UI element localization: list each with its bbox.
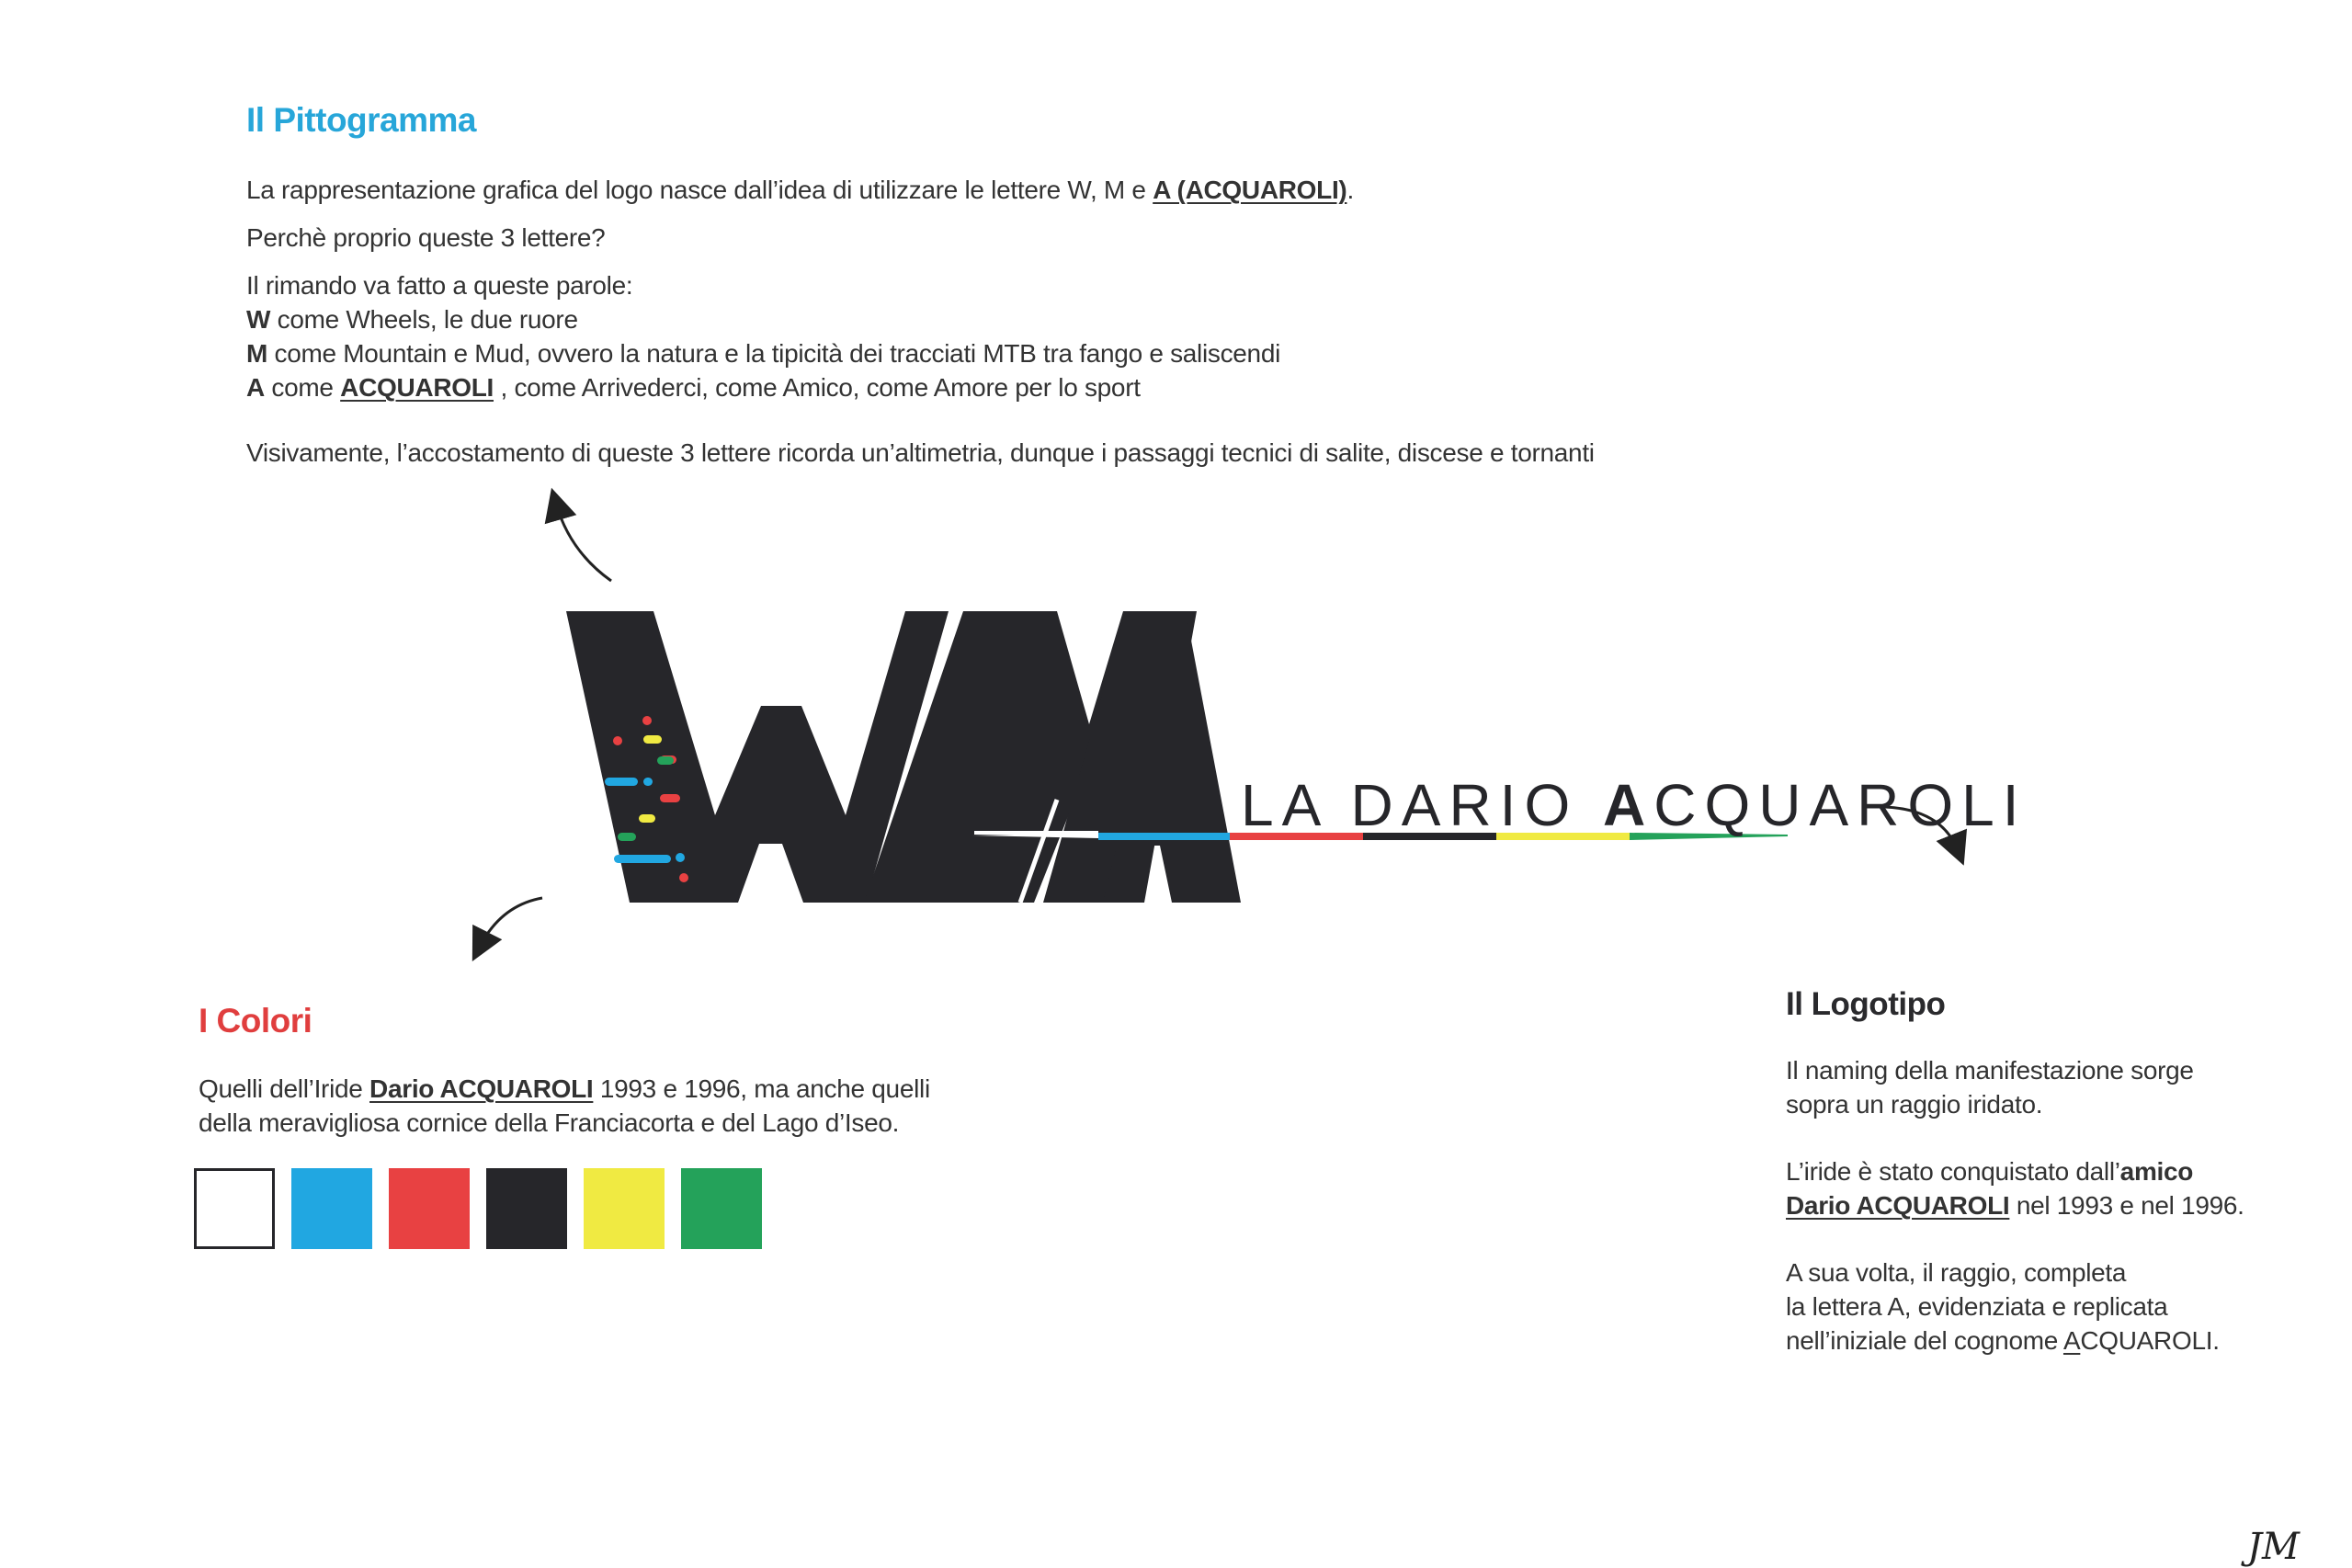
logotipo-p3-line3: nell’iniziale del cognome ACQUAROLI. [1786, 1326, 2220, 1355]
logotipo-p2-line1: L’iride è stato conquistato dall’amico [1786, 1157, 2194, 1186]
color-swatch [194, 1168, 275, 1249]
signature: JM [2247, 1526, 2300, 1568]
color-swatch [486, 1168, 567, 1249]
letter-a: A [246, 373, 265, 402]
colori-title: I Colori [199, 1002, 312, 1040]
letters-intro: Il rimando va fatto a queste parole: [246, 271, 633, 300]
pittogramma-visual-note: Visivamente, l’accostamento di queste 3 lettere ricorda un’altimetria, dunque i passaggi tecnici di salite, discese e tornanti [246, 438, 1595, 467]
acquaroli-link-2[interactable]: ACQUAROLI [340, 373, 494, 402]
dario-acquaroli-link-2[interactable]: Dario ACQUAROLI [1786, 1191, 2010, 1220]
letter-a-text: , come Arrivederci, come Amico, come Amore per lo sport [494, 373, 1141, 402]
pittogramma-title: Il Pittogramma [246, 101, 476, 139]
logotipo-p1-line2: sopra un raggio iridato. [1786, 1090, 2043, 1119]
letter-m: M [246, 339, 268, 368]
color-swatch [389, 1168, 470, 1249]
letter-m-text: come Mountain e Mud, ovvero la natura e la tipicità dei tracciati MTB tra fango e saliscendi [267, 339, 1281, 368]
intro-period: . [1346, 176, 1354, 204]
color-swatch [291, 1168, 372, 1249]
color-swatch [681, 1168, 762, 1249]
colori-line-1: Quelli dell’Iride Dario ACQUAROLI 1993 e 1996, ma anche quelli [199, 1074, 930, 1103]
logotipo-p1-line1: Il naming della manifestazione sorge [1786, 1056, 2194, 1085]
logotipo-p2-line2: Dario ACQUAROLI nel 1993 e nel 1996. [1786, 1191, 2244, 1220]
letter-a-pre: come [264, 373, 341, 402]
arrow-icon [480, 898, 542, 947]
pittogramma-question: Perchè proprio queste 3 lettere? [246, 223, 606, 252]
dario-acquaroli-link[interactable]: Dario ACQUAROLI [369, 1074, 594, 1103]
colori-text [199, 1072, 930, 1140]
logotipo-title: Il Logotipo [1786, 986, 1946, 1022]
arrow-icon [556, 504, 611, 581]
intro-text: La rappresentazione grafica del logo nasce dall’idea di utilizzare le lettere W, M e [246, 176, 1153, 204]
acquaroli-link[interactable]: A (ACQUAROLI) [1153, 176, 1347, 204]
colori-line-2: della meravigliosa cornice della Franciacorta e del Lago d’Iseo. [199, 1108, 900, 1137]
wordmark: LA DARIO ACQUAROLI [1241, 772, 2028, 838]
color-swatch [584, 1168, 665, 1249]
letter-w: W [246, 305, 271, 334]
logotipo-p3-line2: la lettera A, evidenziata e replicata [1786, 1292, 2168, 1321]
letter-w-text: come Wheels, le due ruore [270, 305, 578, 334]
logotipo-text [1786, 1053, 2244, 1358]
logotipo-p3-line1: A sua volta, il raggio, completa [1786, 1258, 2127, 1287]
